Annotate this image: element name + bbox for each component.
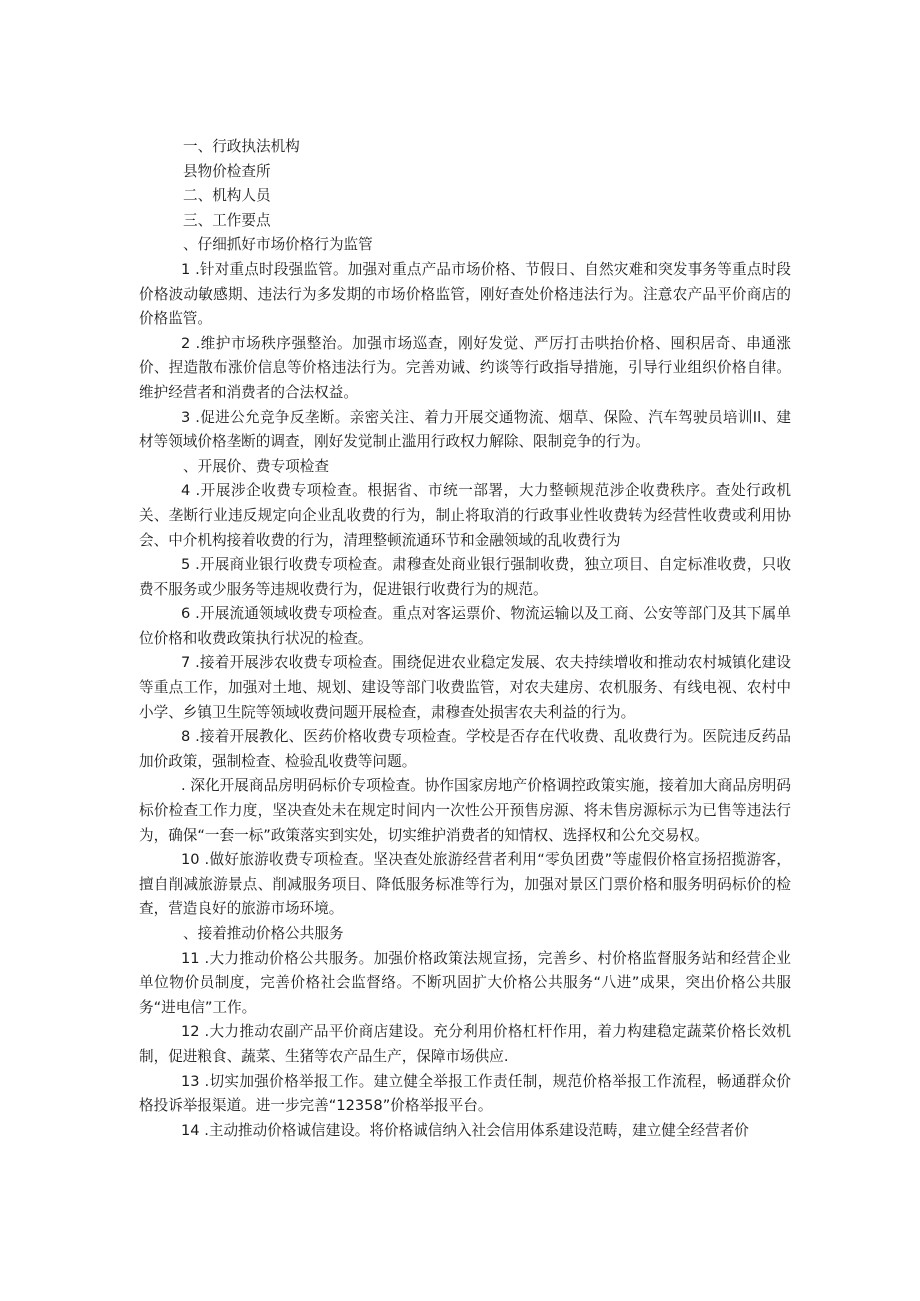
paragraph-4: 4 .开展涉企收费专项检查。根据省、市统一部署，大力整顿规范涉企收费秩序。查处行政机关、垄断行业违反规定向企业乱收费的行为，制止将取消的行政事业性收费转为经营性收费或利用协会、中介机构接着收费的行为，清理整顿流通环节和金融领域的乱收费行为 bbox=[139, 482, 791, 549]
paragraph-14: 14 .主动推动价格诚信建设。将价格诚信纳入社会信用体系建设范畴，建立健全经营者价 bbox=[181, 1121, 749, 1139]
paragraph-1: 1 .针对重点时段强监管。加强对重点产品市场价格、节假日、自然灾难和突发事务等重点时段价格波动敏感期、违法行为多发期的市场价格监管，刚好查处价格违法行为。注意农产品平价商店的价格监管。 bbox=[139, 260, 791, 328]
paragraph-7: 7 .接着开展涉农收费专项检查。围绕促进农业稳定发展、农夫持续增收和推动农村城镇化建设等重点工作，加强对土地、规划、建设等部门收费监管，对农夫建房、农机服务、有线电视、农村中小学、乡镇卫生院等领域收费问题开展检查，肃穆查处损害农夫利益的行为。 bbox=[139, 654, 791, 721]
paragraph-11: 11 .大力推动价格公共服务。加强价格政策法规宣扬，完善乡、村价格监督服务站和经营企业单位物价员制度，完善价格社会监督络。不断巩固扩大价格公共服务“八进”成果，突出价格公共服务“进电信”工作。 bbox=[139, 949, 791, 1016]
paragraph-13: 13 .切实加强价格举报工作。建立健全举报工作责任制，规范价格举报工作流程，畅通群众价格投诉举报渠道。进一步完善“12358”价格举报平台。 bbox=[139, 1072, 791, 1115]
subheading-public-service: 、接着推动价格公共服务 bbox=[183, 925, 344, 942]
paragraph-9: . 深化开展商品房明码标价专项检查。协作国家房地产价格调控政策实施，接着加大商品房明码标价检查工作力度，坚决查处未在规定时间内一次性公开预售房源、将未售房源标示为已售等违法行为，确保“一套一标”政策落实到实处，切实维护消费者的知情权、选择权和公允交易权。 bbox=[139, 777, 791, 844]
heading-admin-agency: 一、行政执法机构 bbox=[183, 138, 300, 155]
paragraph-3: 3 .促进公允竞争反垄断。亲密关注、着力开展交通物流、烟草、保险、汽车驾驶员培训Il、建材等领域价格垄断的调查，刚好发觉制止滥用行政权力解除、限制竞争的行为。 bbox=[139, 408, 791, 451]
paragraph-2: 2 .维护市场秩序强整治。加强市场巡查，刚好发觉、严厉打击哄抬价格、囤积居奇、串通涨价、捏造散布涨价信息等价格违法行为。完善劝诫、约谈等行政指导措施，引导行业组织价格自律。维护经营者和消费者的合法权益。 bbox=[139, 334, 791, 401]
heading-work-points: 三、工作要点 bbox=[183, 211, 271, 229]
heading-staff: 二、机构人员 bbox=[183, 187, 271, 205]
heading-price-inspection-office: 县物价检查所 bbox=[183, 162, 271, 180]
document-page bbox=[139, 135, 791, 1143]
paragraph-8: 8 .接着开展教化、医药价格收费专项检查。学校是否存在代收费、乱收费行为。医院违反药品加价政策，强制检查、检验乱收费等问题。 bbox=[139, 728, 791, 770]
paragraph-6: 6 .开展流通领域收费专项检查。重点对客运票价、物流运输以及工商、公安等部门及其下属单位价格和收费政策执行状况的检查。 bbox=[139, 605, 791, 647]
subheading-market-supervision: 、仔细抓好市场价格行为监管 bbox=[183, 236, 373, 254]
paragraph-5: 5 .开展商业银行收费专项检查。肃穆查处商业银行强制收费，独立项目、自定标准收费，只收费不服务或少服务等违规收费行为，促进银行收费行为的规范。 bbox=[139, 556, 791, 598]
subheading-special-inspection: 、开展价、费专项检查 bbox=[183, 457, 329, 475]
paragraph-10: 10 .做好旅游收费专项检查。坚决查处旅游经营者利用“零负团费”等虚假价格宣扬招揽游客，擅自削减旅游景点、削减服务项目、降低服务标准等行为，加强对景区门票价格和服务明码标价的检查，营造良好的旅游市场环境。 bbox=[139, 851, 791, 918]
paragraph-12: 12 .大力推动农副产品平价商店建设。充分利用价格杠杆作用，着力构建稳定蔬菜价格长效机制，促进粮食、蔬菜、生猪等农产品生产，保障市场供应. bbox=[139, 1023, 791, 1065]
